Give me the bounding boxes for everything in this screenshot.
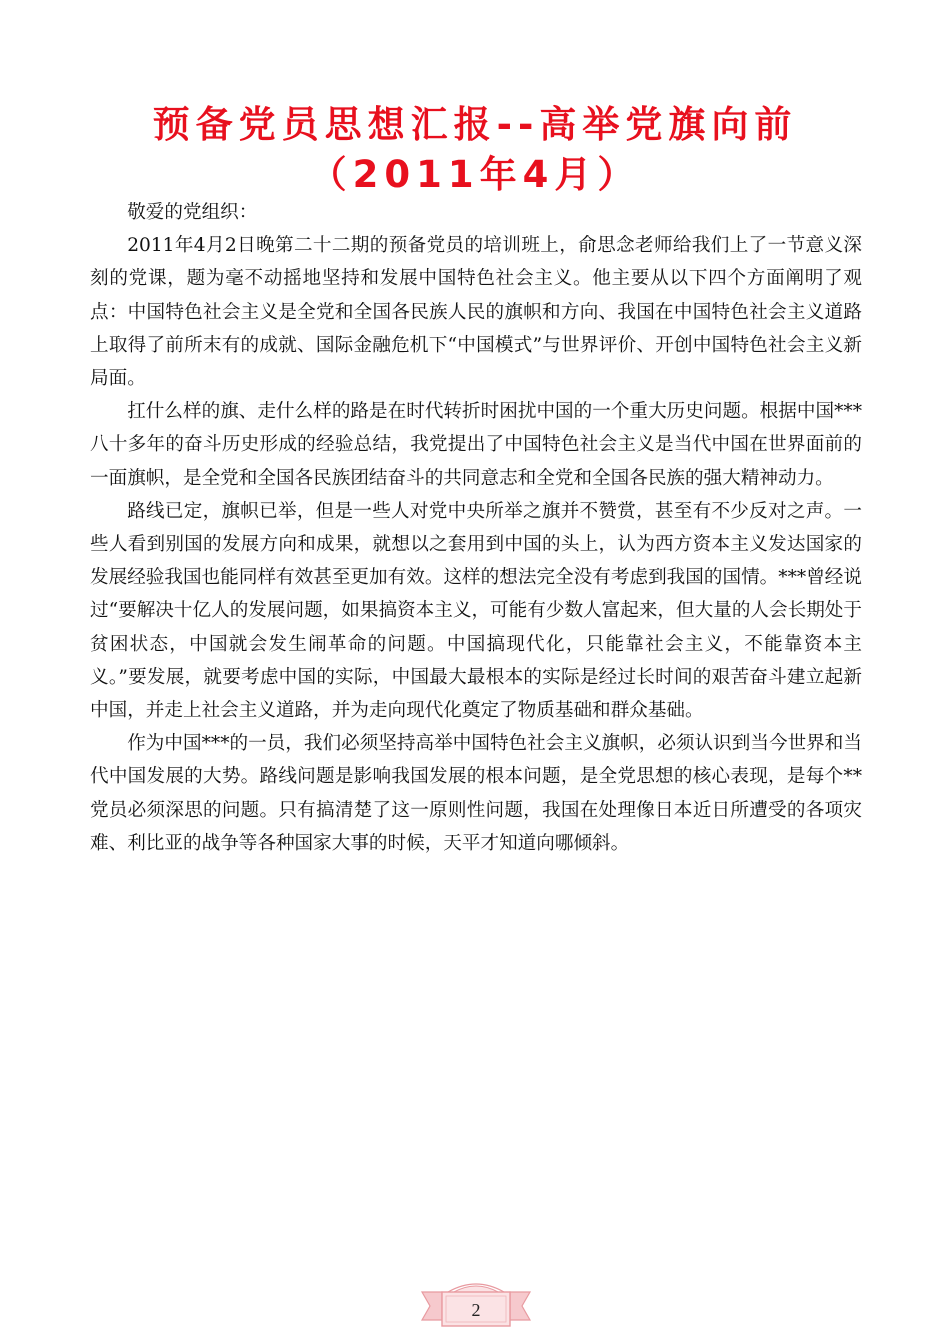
paragraph-3: 路线已定，旗帜已举，但是一些人对党中央所举之旗并不赞赏，甚至有不少反对之声。一些人看到别国的发展方向和成果，就想以之套用到中国的头上，认为西方资本主义发达国家的发展经验我国也能同样有效甚至更加有效。这样的想法完全没有考虑到我国的国情。***曾经说过“要解决十亿人的发展问题，如果搞资本主义，可能有少数人富起来，但大量的人会长期处于贫困状态，中国就会发生闹革命的问题。中国搞现代化，只能靠社会主义，不能靠资本主义。”要发展，就要考虑中国的实际，中国最大最根本的实际是经过长时间的艰苦奋斗建立起新中国，并走上社会主义道路，并为走向现代化奠定了物质基础和群众基础。 [90, 500, 862, 722]
page-number: 2 [471, 1300, 481, 1320]
paragraph-4: 作为中国***的一员，我们必须坚持高举中国特色社会主义旗帜，必须认识到当今世界和当代中国发展的大势。路线问题是影响我国发展的根本问题，是全党思想的核心表现，是每个**党员必须深思的问题。只有搞清楚了这一原则性问题，我国在处理像日本近日所遭受的各项灾难、利比亚的战争等各种国家大事的时候，天平才知道向哪倾斜。 [90, 733, 862, 854]
page-number-ribbon [420, 1278, 532, 1338]
paragraph-2: 扛什么样的旗、走什么样的路是在时代转折时困扰中国的一个重大历史问题。根据中国***八十多年的奋斗历史形成的经验总结，我党提出了中国特色社会主义是当代中国在世界面前的一面旗帜，是全党和全国各民族团结奋斗的共同意志和全党和全国各民族的强大精神动力。 [90, 401, 862, 489]
salutation: 敬爱的党组织： [127, 202, 258, 223]
document-body [90, 196, 862, 860]
document-title: 预备党员思想汇报--高举党旗向前（2011年4月） [152, 103, 798, 196]
paragraph-1: 2011年4月2日晚第二十二期的预备党员的培训班上，俞思念老师给我们上了一节意义深刻的党课，题为毫不动摇地坚持和发展中国特色社会主义。他主要从以下四个方面阐明了观点：中国特色社会主义是全党和全国各民族人民的旗帜和方向、我国在中国特色社会主义道路上取得了前所末有的成就、国际金融危机下“中国模式”与世界评价、开创中国特色社会主义新局面。 [90, 235, 862, 390]
